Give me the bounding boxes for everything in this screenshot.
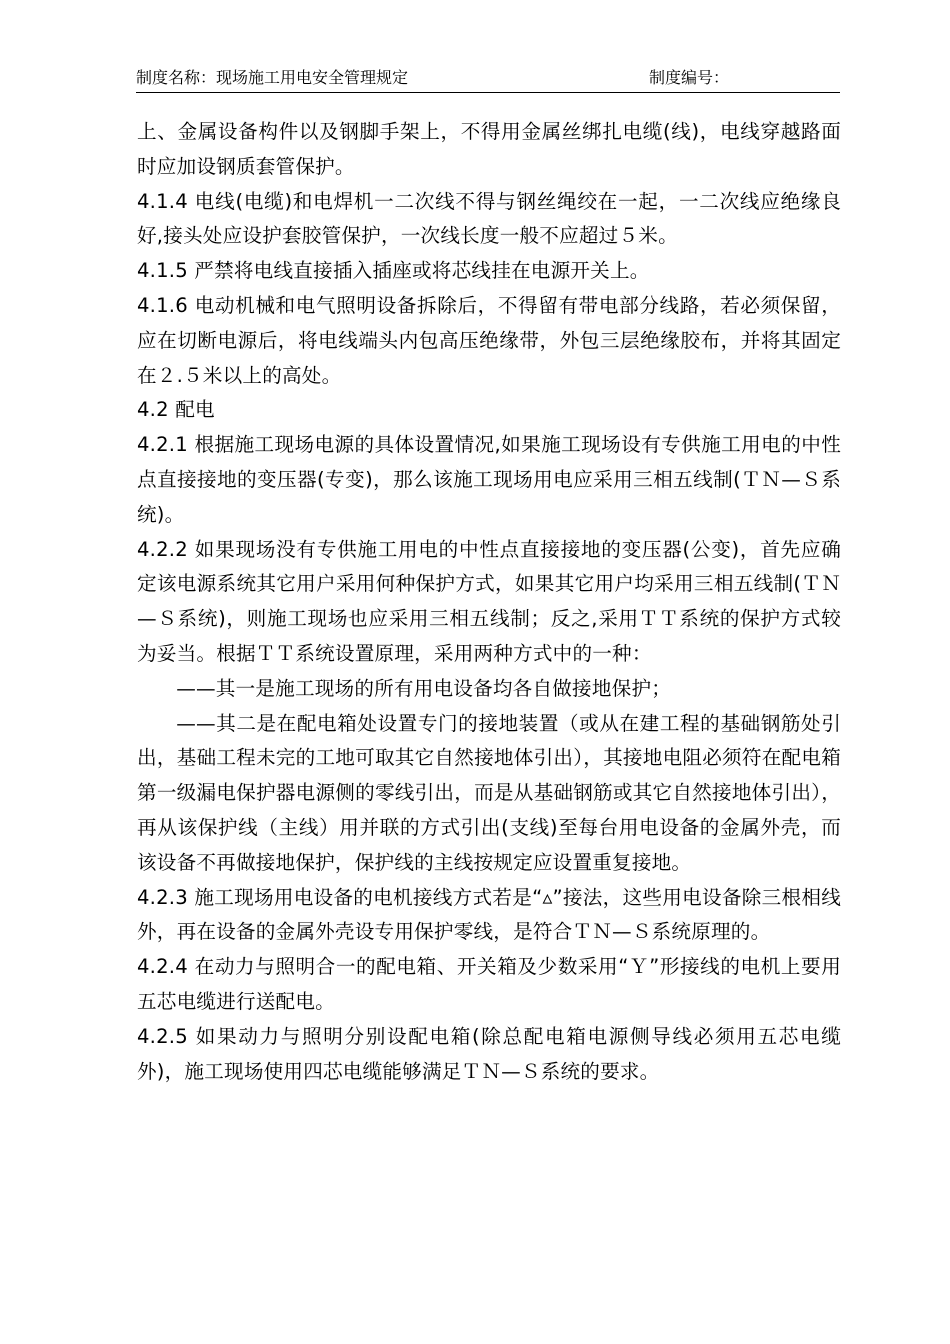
paragraph-continuation: 上、金属设备构件以及钢脚手架上，不得用金属丝绑扎电缆(线)，电线穿越路面时应加设钢质套管保护。 (137, 120, 841, 178)
document-body (137, 115, 841, 1089)
document-number-label: 制度编号： (649, 68, 730, 87)
page-header (136, 64, 840, 93)
paragraph-4-2-4: 4.2.4 在动力与照明合一的配电箱、开关箱及少数采用“Ｙ”形接线的电机上要用五芯电缆进行送配电。 (137, 955, 841, 1013)
paragraph-4-2-1: 4.2.1 根据施工现场电源的具体设置情况,如果施工现场设有专供施工用电的中性点直接接地的变压器(专变)，那么该施工现场用电应采用三相五线制(ＴＮ—Ｓ系统)。 (137, 433, 841, 526)
paragraph-option-one: ——其一是施工现场的所有用电设备均各自做接地保护； (176, 676, 672, 700)
paragraph-4-1-4: 4.1.4 电线(电缆)和电焊机一二次线不得与钢丝绳绞在一起，一二次线应绝缘良好,接头处应设护套胶管保护，一次线长度一般不应超过５米。 (137, 189, 841, 248)
paragraph-4-1-5: 4.1.5 严禁将电线直接插入插座或将芯线挂在电源开关上。 (137, 259, 650, 283)
document-title: 制度名称：现场施工用电安全管理规定 (136, 68, 409, 87)
paragraph-4-2-2: 4.2.2 如果现场没有专供施工用电的中性点直接接地的变压器(公变)，首先应确定该电源系统其它用户采用何种保护方式，如果其它用户均采用三相五线制(ＴＮ—Ｓ系统)，则施工现场也应采用三相五线制；反之,采用ＴＴ系统的保护方式较为妥当。根据ＴＴ系统设置原理，采用两种方式中的一种： (137, 537, 841, 665)
paragraph-option-two: ——其二是在配电箱处设置专门的接地装置（或从在建工程的基础钢筋处引出，基础工程未完的工地可取其它自然接地体引出），其接地电阻必须符在配电箱第一级漏电保护器电源侧的零线引出，而是从基础钢筋或其它自然接地体引出），再从该保护线（主线）用并联的方式引出(支线)至每台用电设备的金属外壳，而该设备不再做接地保护，保护线的主线按规定应设置重复接地。 (137, 711, 841, 874)
paragraph-4-1-6: 4.1.6 电动机械和电气照明设备拆除后，不得留有带电部分线路，若必须保留，应在切断电源后，将电线端头内包高压绝缘带，外包三层绝缘胶布，并将其固定在２.５米以上的高处。 (137, 293, 841, 387)
paragraph-4-2-5: 4.2.5 如果动力与照明分别设配电箱(除总配电箱电源侧导线必须用五芯电缆外)，施工现场使用四芯电缆能够满足ＴＮ—Ｓ系统的要求。 (137, 1024, 841, 1083)
paragraph-4-2-3: 4.2.3 施工现场用电设备的电机接线方式若是“▵”接法，这些用电设备除三根相线外，再在设备的金属外壳设专用保护零线，是符合ＴＮ—Ｓ系统原理的。 (137, 885, 841, 944)
section-heading-4-2: 4.2 配电 (137, 398, 215, 422)
